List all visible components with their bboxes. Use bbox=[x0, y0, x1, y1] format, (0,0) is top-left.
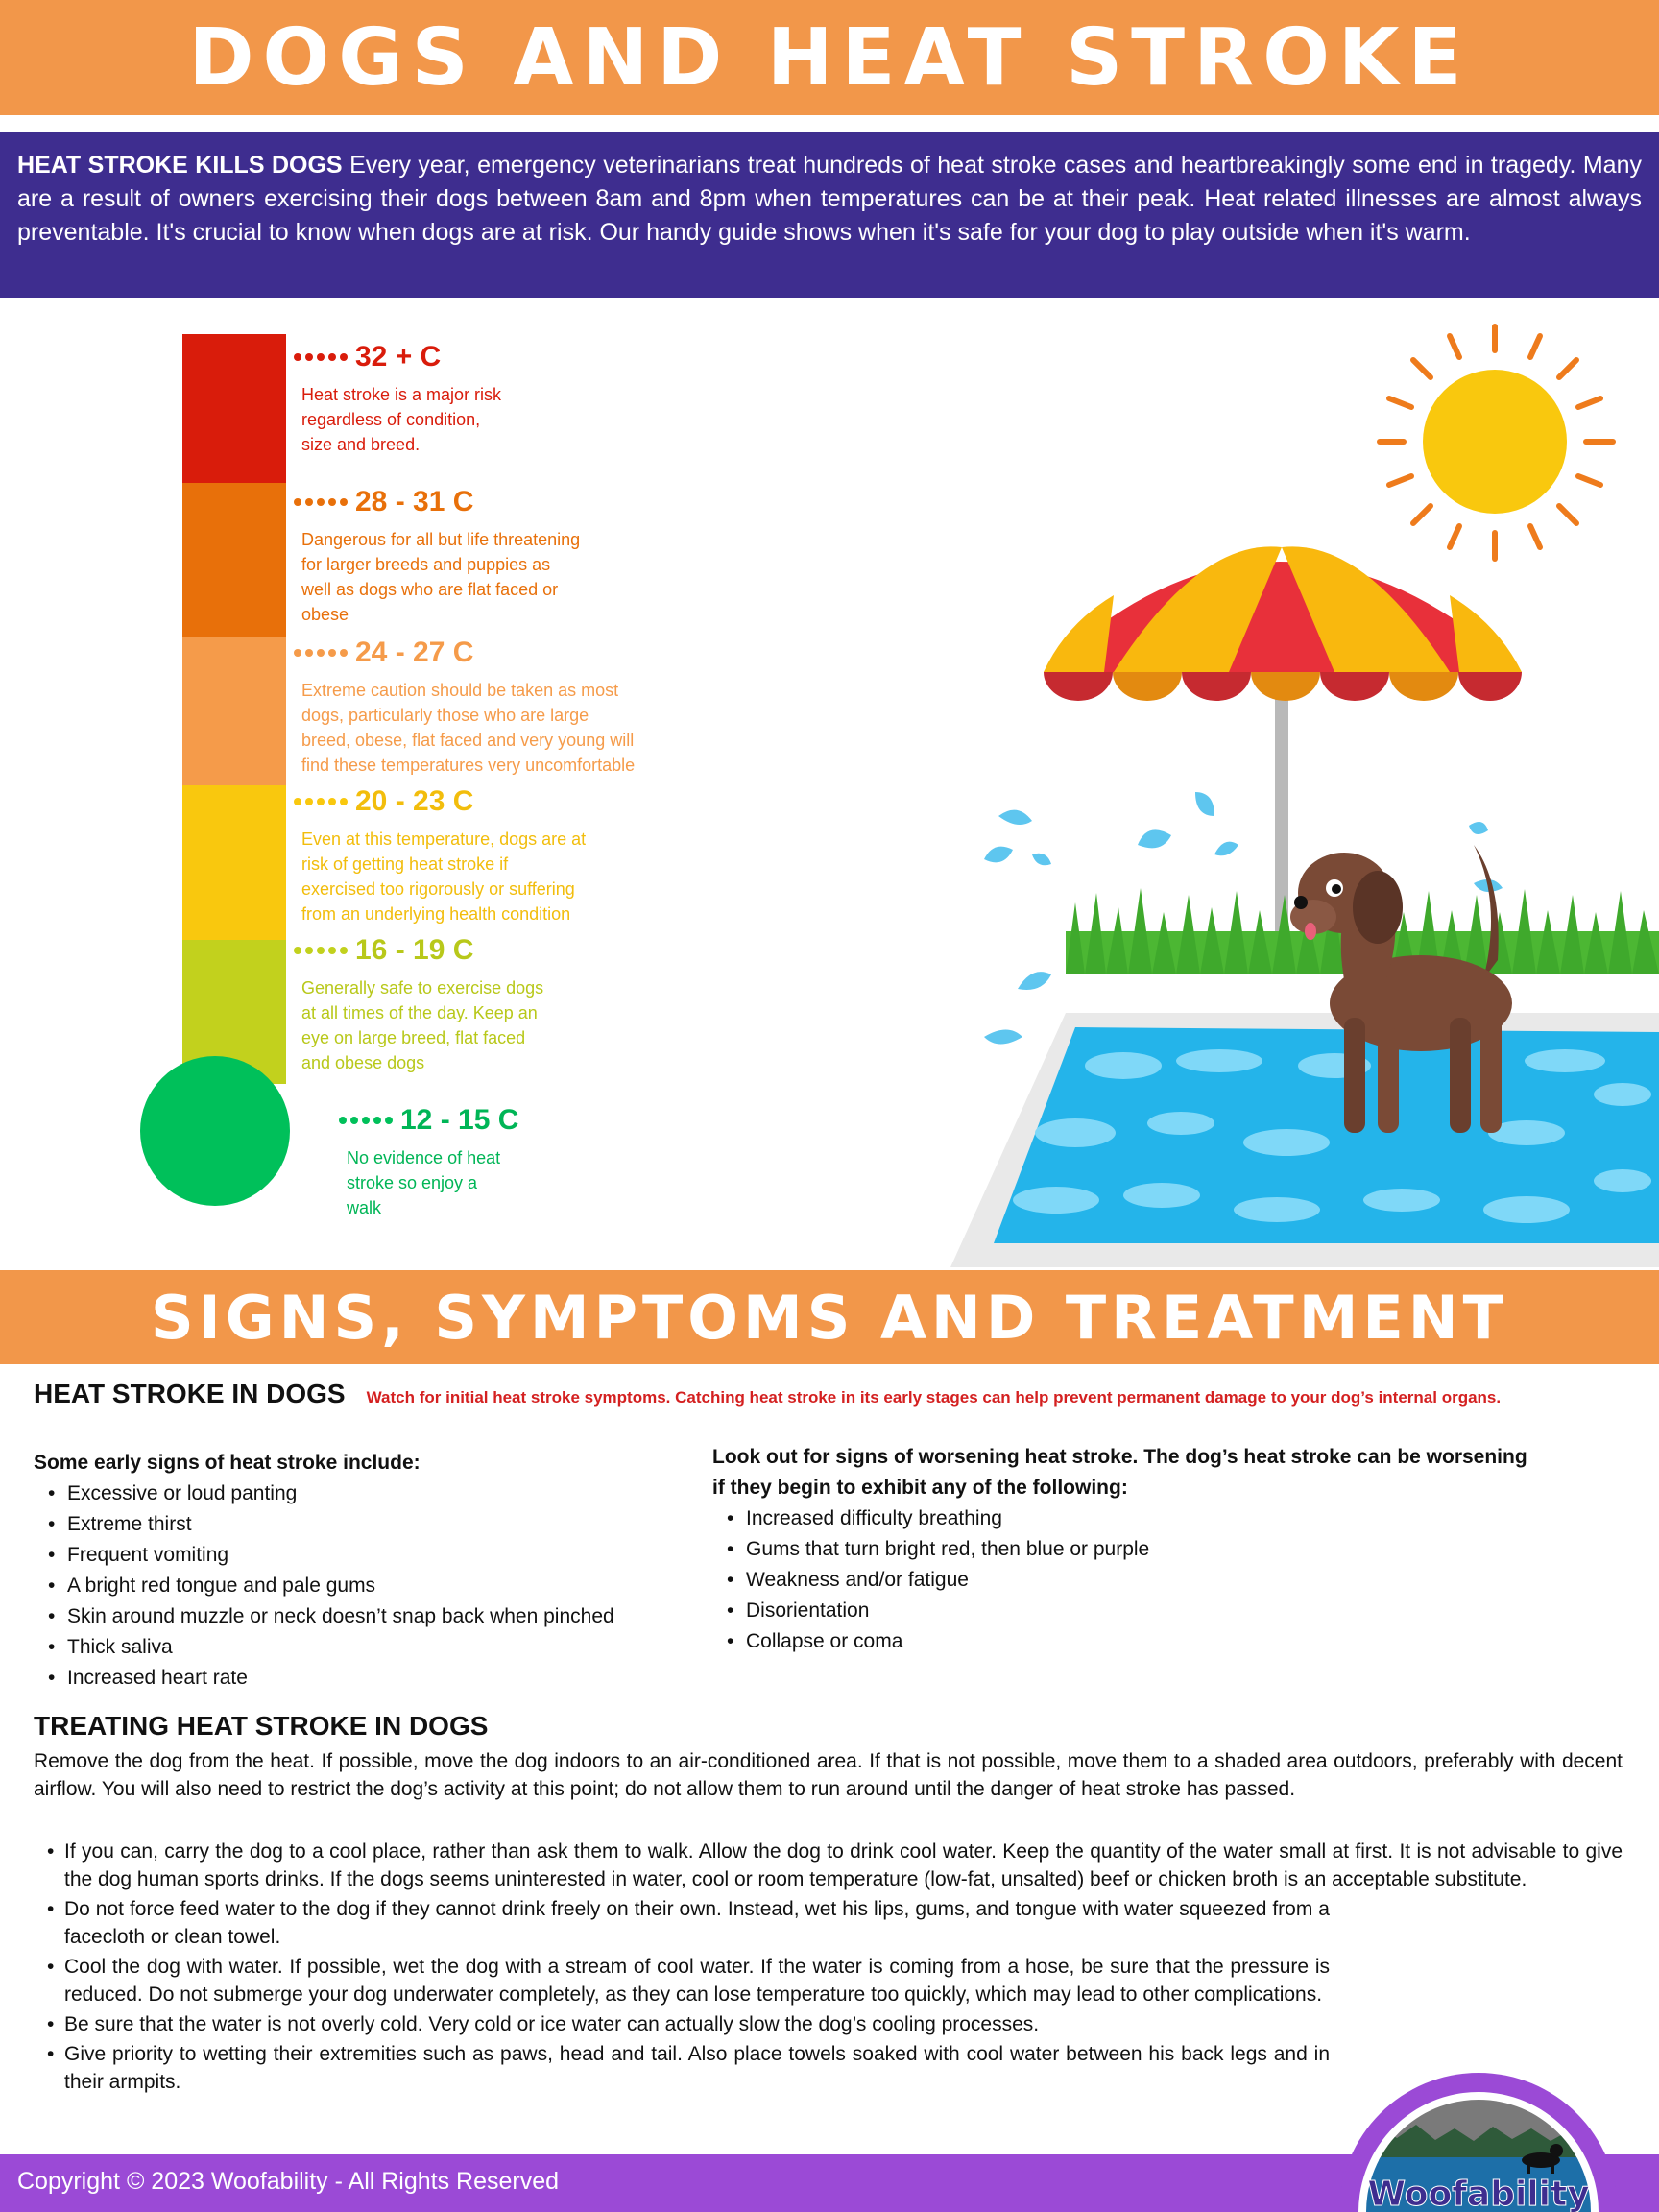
thermo-segment-32 bbox=[182, 334, 286, 483]
list-item: • Do not force feed water to the dog if they cannot drink freely on their own. Instead, wet his lips, gums, and tongue with water squeezed from a facecloth or clean towel. bbox=[34, 1895, 1330, 1951]
worsening-signs-list bbox=[712, 1503, 1576, 1657]
band-label: 28 - 31 C bbox=[355, 486, 474, 517]
list-item: • Gums that turn bright red, then blue or purple bbox=[712, 1534, 1576, 1565]
band-12 bbox=[339, 1101, 761, 1220]
band-label: 32 + C bbox=[355, 341, 442, 373]
intro-lead: HEAT STROKE KILLS DOGS bbox=[17, 152, 343, 179]
page-title: DOGS AND HEAT STROKE bbox=[188, 12, 1471, 104]
dots-icon bbox=[294, 498, 348, 506]
list-item: • Skin around muzzle or neck doesn’t snap back when pinched bbox=[34, 1601, 706, 1632]
band-description: Heat stroke is a major risk regardless of condition, size and breed. bbox=[301, 385, 502, 454]
title-banner bbox=[0, 0, 1659, 115]
band-description: No evidence of heat stroke so enjoy a walk bbox=[347, 1148, 501, 1217]
list-item: • Excessive or loud panting bbox=[34, 1479, 706, 1509]
signs-banner bbox=[0, 1270, 1659, 1364]
dots-icon bbox=[294, 649, 348, 657]
dots-icon bbox=[294, 798, 348, 805]
list-item: • Weakness and/or fatigue bbox=[712, 1565, 1576, 1596]
list-item: • Collapse or coma bbox=[712, 1626, 1576, 1657]
band-label: 24 - 27 C bbox=[355, 637, 474, 668]
thermo-segment-24 bbox=[182, 637, 286, 785]
band-label: 12 - 15 C bbox=[400, 1104, 519, 1136]
worsening-signs-section bbox=[712, 1442, 1576, 1657]
list-item: • If you can, carry the dog to a cool place, rather than ask them to walk. Allow the dog to drink cool water. Keep the quantity of the water small at first. It is not advisable to give the dog human sports drinks. If the dogs seems uninterested in water, cool or room temperature (low-fat, unsalted) beef or chicken broth is an acceptable substitute. bbox=[34, 1838, 1623, 1893]
list-item: • Thick saliva bbox=[34, 1632, 706, 1663]
list-item: • Give priority to wetting their extremities such as paws, head and tail. Also place towels soaked with cool water between his back legs and in their armpits. bbox=[34, 2040, 1330, 2096]
heat-stroke-title: HEAT STROKE IN DOGS bbox=[34, 1379, 346, 1408]
band-24 bbox=[294, 634, 716, 778]
pool-scene-illustration bbox=[950, 307, 1659, 1267]
heat-stroke-note: Watch for initial heat stroke symptoms. Catching heat stroke in its early stages can help prevent permanent damage to your dog’s internal organs. bbox=[366, 1388, 1502, 1407]
signs-title: SIGNS, SYMPTOMS AND TREATMENT bbox=[151, 1282, 1508, 1353]
early-signs-list bbox=[34, 1479, 706, 1694]
thermo-bulb bbox=[140, 1056, 290, 1206]
intro-body: Every year, emergency veterinarians treat hundreds of heat stroke cases and heartbreakingly some end in tragedy. Many are a result of owners exercising their dogs between 8am and 8pm when temperatures can be at their peak. Heat related illnesses are almost always preventable. It's crucial to know when dogs are at risk. Our handy guide shows when it's safe for your dog to play outside when it's warm. bbox=[17, 152, 1642, 246]
list-item: • Increased heart rate bbox=[34, 1663, 706, 1694]
band-label: 20 - 23 C bbox=[355, 785, 474, 817]
band-label: 16 - 19 C bbox=[355, 934, 474, 966]
band-32 bbox=[294, 338, 716, 457]
dots-icon bbox=[294, 353, 348, 361]
dots-icon bbox=[294, 947, 348, 954]
thermo-segment-20 bbox=[182, 785, 286, 940]
list-item: • Increased difficulty breathing bbox=[712, 1503, 1576, 1534]
worsening-signs-title-2: if they begin to exhibit any of the following: bbox=[712, 1477, 1128, 1499]
logo-text: Woofability bbox=[1367, 2175, 1590, 2212]
list-item: • A bright red tongue and pale gums bbox=[34, 1571, 706, 1601]
list-item: • Cool the dog with water. If possible, wet the dog with a stream of cool water. If the water is coming from a hose, be sure that the pressure is reduced. Do not submerge your dog underwater completely, as they can lose temperature too quickly, which may lead to other complications. bbox=[34, 1953, 1330, 2008]
list-item: • Disorientation bbox=[712, 1596, 1576, 1626]
band-16 bbox=[294, 931, 716, 1075]
band-28 bbox=[294, 483, 716, 627]
band-description: Generally safe to exercise dogs at all times of the day. Keep an eye on large breed, flat faced and obese dogs bbox=[301, 978, 544, 1072]
list-item: • Extreme thirst bbox=[34, 1509, 706, 1540]
swimming-pool-icon bbox=[950, 1013, 1659, 1267]
treatment-intro: Remove the dog from the heat. If possible, move the dog indoors to an air-conditioned area. If that is not possible, move them to a shaded area outdoors, preferably with decent airflow. You will also need to restrict the dog’s activity at this point; do not allow them to run around until the danger of heat stroke has passed. bbox=[34, 1750, 1623, 1800]
band-description: Extreme caution should be taken as most dogs, particularly those who are large breed, obese, flat faced and very young will find these temperatures very uncomfortable bbox=[301, 681, 636, 775]
band-description: Dangerous for all but life threatening for larger breeds and puppies as well as dogs who are flat faced or obese bbox=[301, 530, 581, 624]
early-signs-title: Some early signs of heat stroke include: bbox=[34, 1452, 421, 1474]
band-description: Even at this temperature, dogs are at risk of getting heat stroke if exercised too rigorously or suffering from an underlying health condition bbox=[301, 830, 587, 924]
sun-icon bbox=[1380, 326, 1613, 559]
copyright-text: Copyright © 2023 Woofability - All Rights Reserved bbox=[17, 2168, 560, 2195]
early-signs-section bbox=[34, 1448, 706, 1694]
dots-icon bbox=[339, 1117, 393, 1124]
intro-panel bbox=[0, 132, 1659, 298]
band-20 bbox=[294, 782, 716, 926]
beach-umbrella-icon bbox=[1044, 546, 1522, 701]
heat-stroke-heading-row bbox=[34, 1379, 1501, 1409]
treatment-title: TREATING HEAT STROKE IN DOGS bbox=[34, 1711, 489, 1741]
list-item: • Be sure that the water is not overly cold. Very cold or ice water can actually slow the dog’s cooling processes. bbox=[34, 2010, 1330, 2038]
list-item: • Frequent vomiting bbox=[34, 1540, 706, 1571]
woofability-logo bbox=[1339, 1954, 1618, 2212]
worsening-signs-title-1: Look out for signs of worsening heat stroke. The dog’s heat stroke can be worsening bbox=[712, 1446, 1527, 1468]
thermo-segment-28 bbox=[182, 483, 286, 637]
